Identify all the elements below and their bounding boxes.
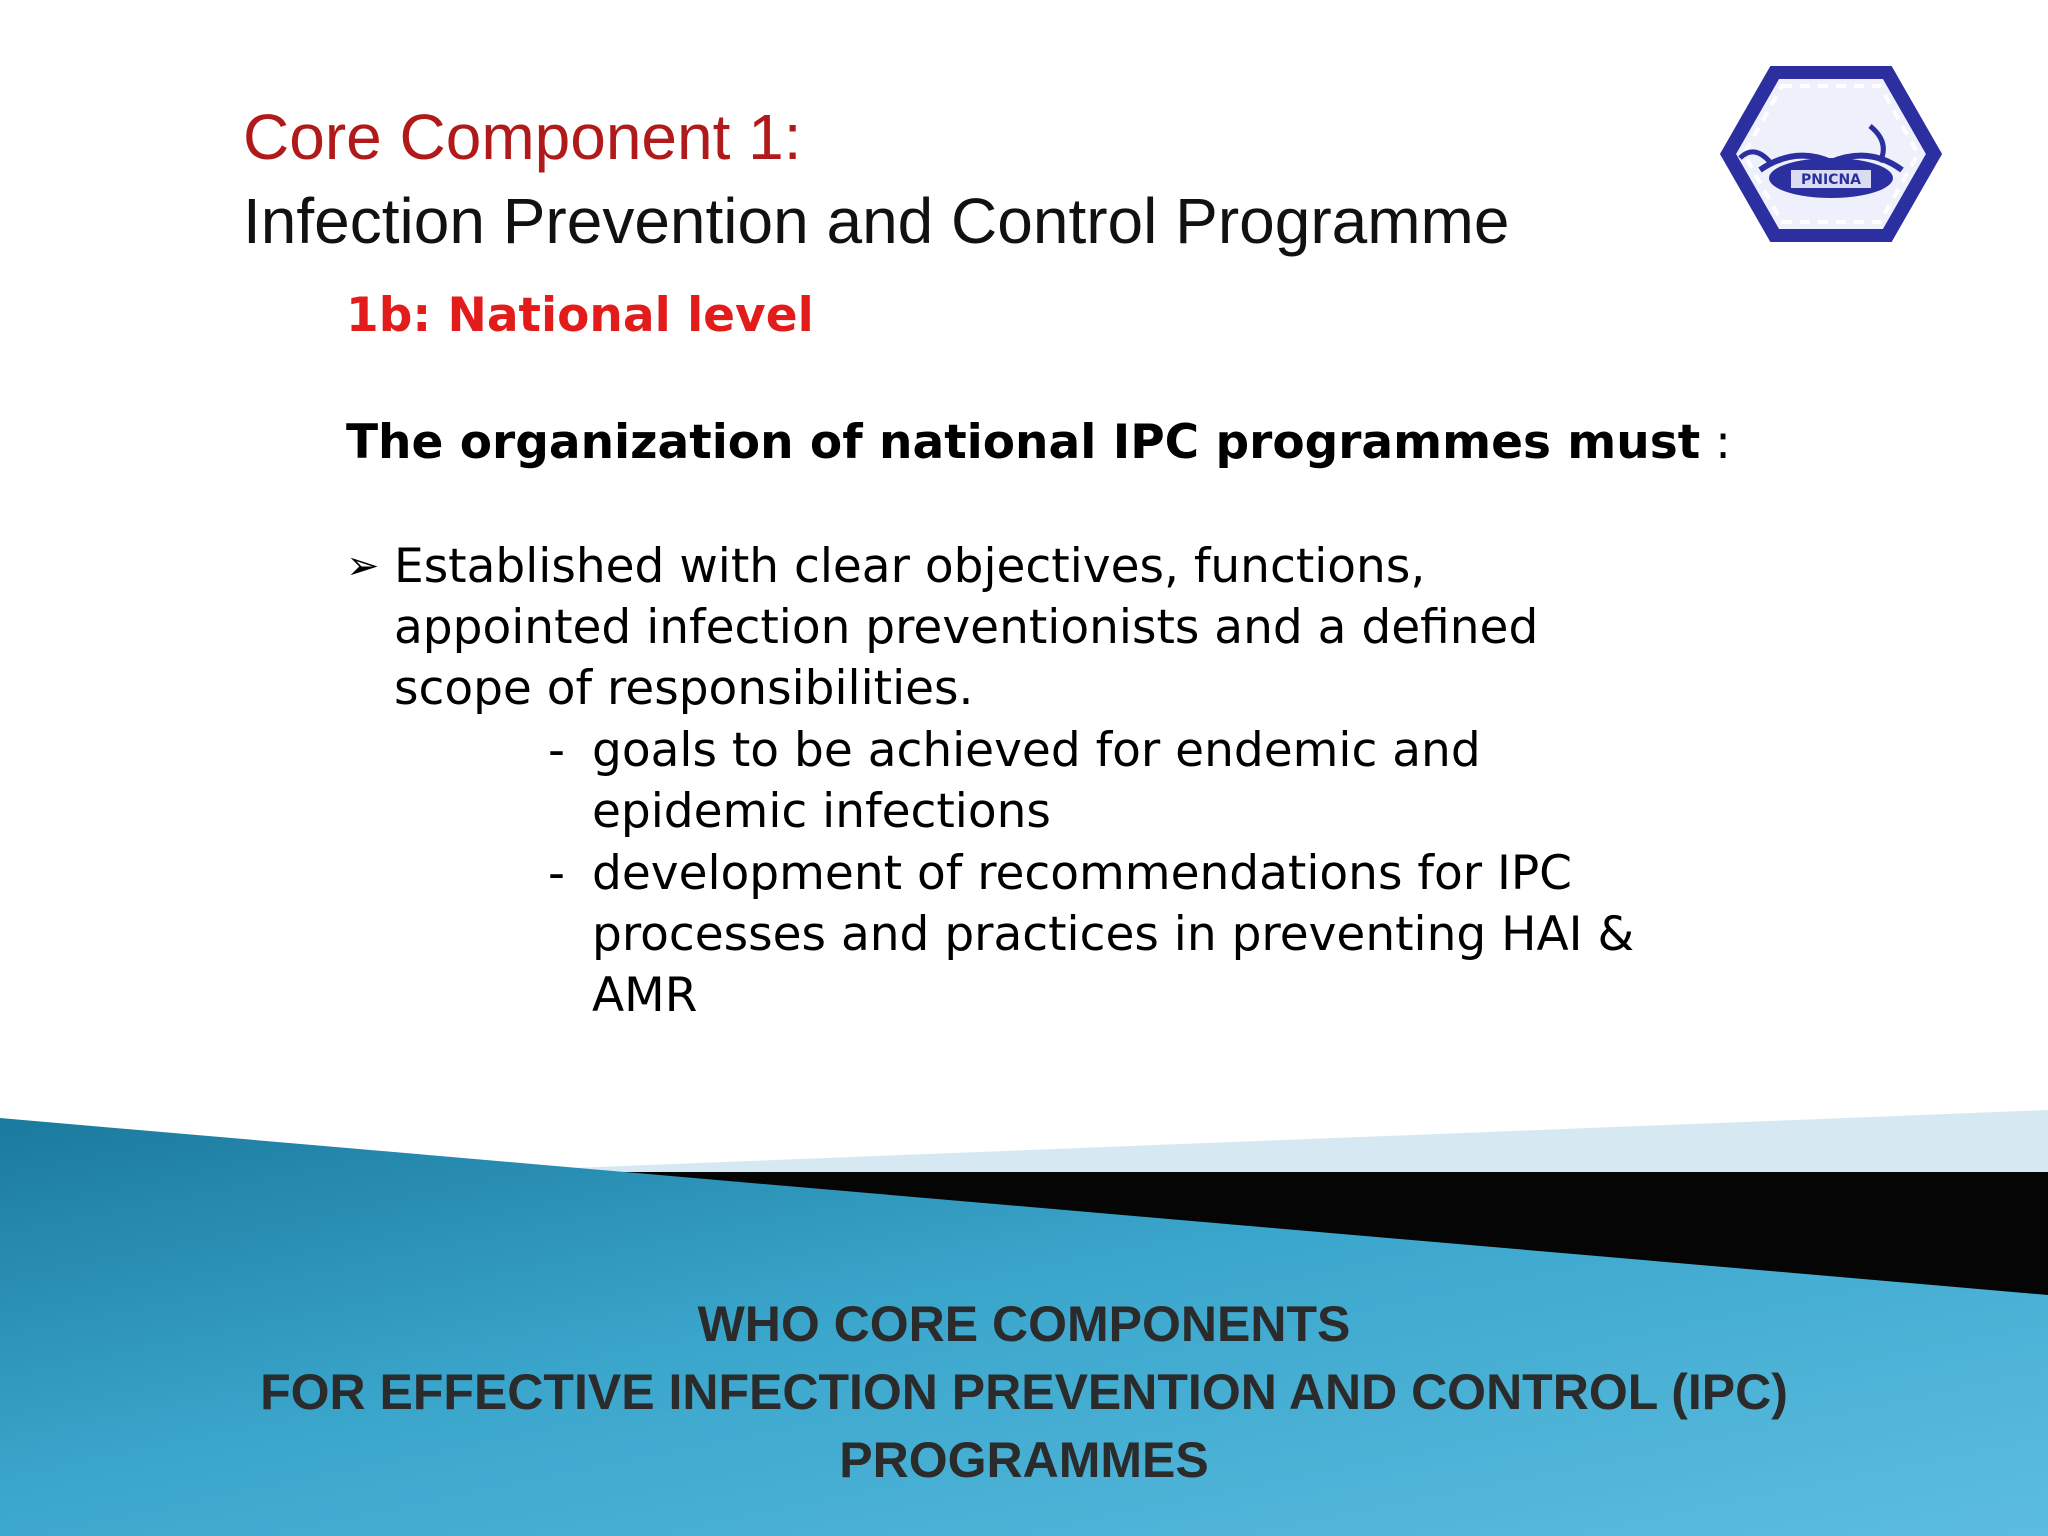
logo-text: PNICNA: [1800, 172, 1862, 188]
dash-marker: -: [548, 723, 565, 778]
arrow-bullet-icon: ➢: [346, 543, 380, 589]
lead-bold-text: The organization of national IPC programmes must: [346, 415, 1701, 470]
banner-line1: WHO CORE COMPONENTS: [697, 1296, 1351, 1352]
banner-line2: FOR EFFECTIVE INFECTION PREVENTION AND CONTROL (IPC): [260, 1364, 1788, 1420]
sub-item-text: development of recommendations for IPC processes and practices in preventing HAI & AMR: [592, 846, 1635, 1023]
banner-title: [0, 1290, 2048, 1494]
slide-title-line1: Core Component 1:: [243, 101, 802, 173]
organization-seal-icon: [1720, 66, 1942, 242]
lead-suffix: :: [1700, 415, 1731, 470]
sub-item: [548, 843, 1748, 1026]
lead-sentence: [346, 413, 1731, 473]
sub-item-text: goals to be achieved for endemic and epidemic infections: [592, 723, 1481, 839]
bullet-text: Established with clear objectives, functions, appointed infection preventionists and a defined scope of responsibilities.: [394, 539, 1539, 716]
banner-line3: PROGRAMMES: [839, 1432, 1209, 1488]
slide-title-line2: Infection Prevention and Control Programme: [243, 185, 1510, 257]
sub-item: [548, 720, 1548, 842]
section-subtitle: 1b: National level: [346, 288, 814, 343]
bullet-item: [346, 536, 1694, 719]
dash-marker: -: [548, 846, 565, 901]
